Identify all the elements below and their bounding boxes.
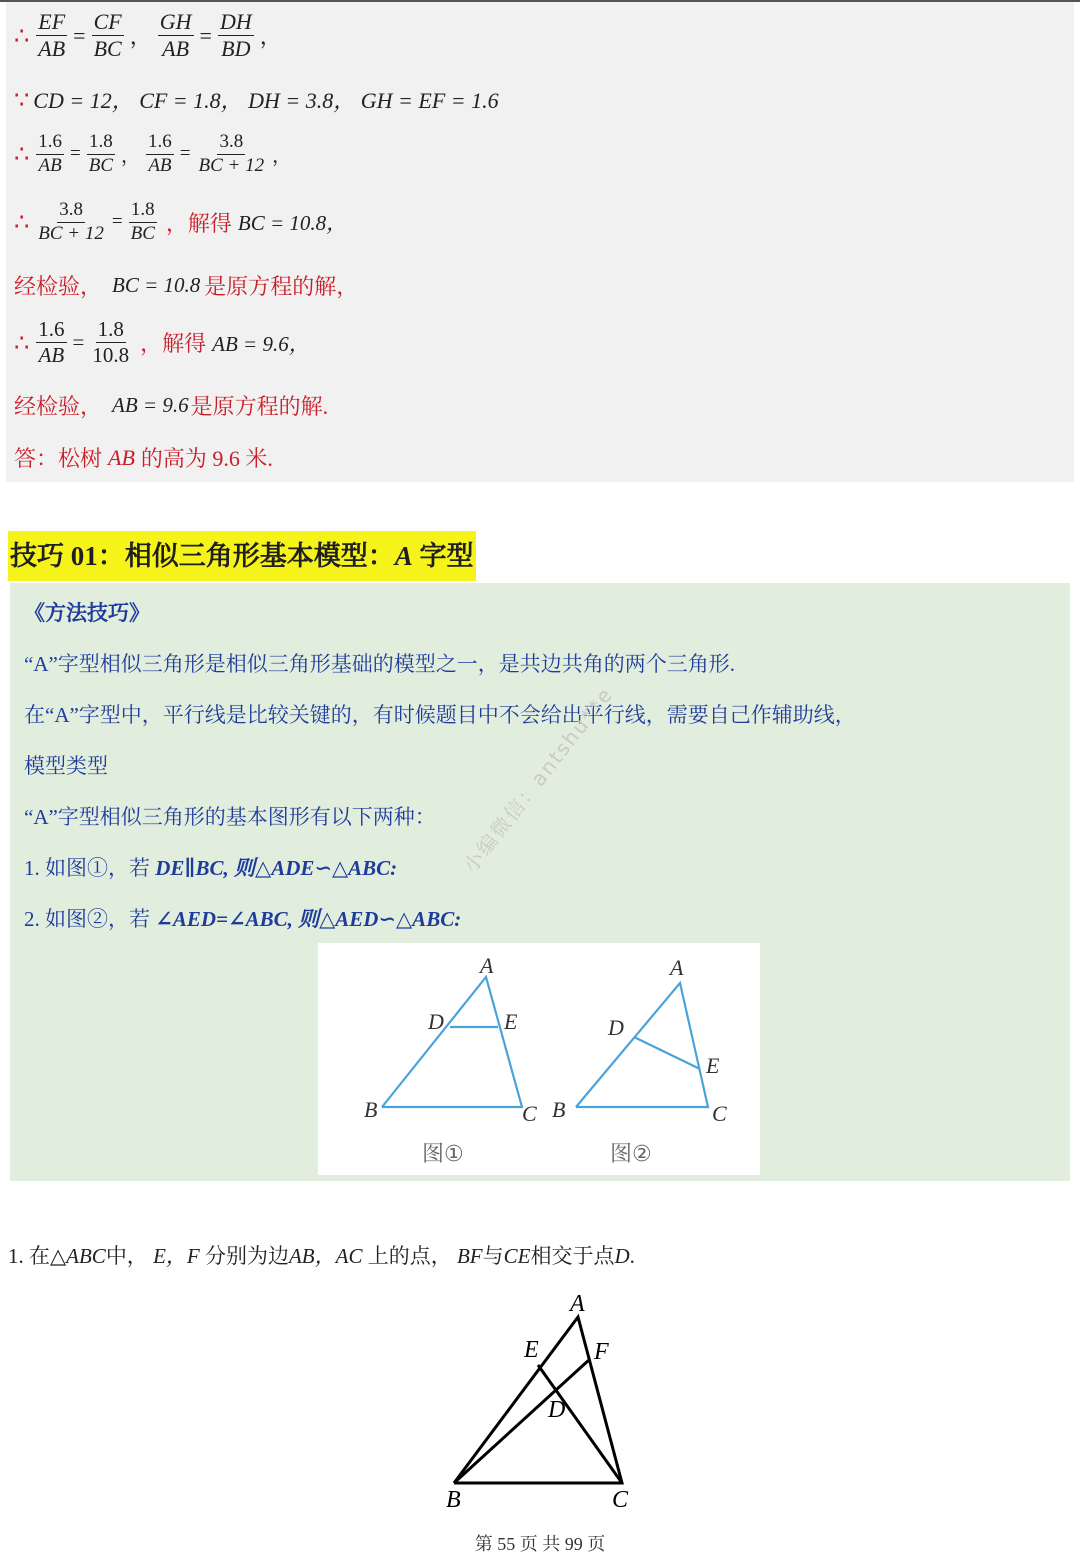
therefore-symbol: ∴	[14, 208, 30, 237]
fraction: $\frac{1.8}{BC}$	[130, 199, 155, 244]
fraction: $\frac{DH}{BD}$	[219, 9, 252, 62]
therefore-symbol: ∴	[14, 21, 30, 50]
fraction: $\frac{CF}{BC}$	[93, 9, 122, 62]
q1-label-e: E	[524, 1337, 539, 1363]
fraction: $\frac{3.8}{BC + 12}$	[38, 199, 104, 244]
answer-var: AB	[108, 444, 135, 470]
solution-line-7	[14, 390, 328, 421]
fig2-label-e: E	[706, 1053, 720, 1078]
check-expression: AB = 9.6	[112, 393, 189, 417]
page-footer: 第 55 页 共 99 页	[474, 1534, 606, 1554]
fig1-label-d: D	[428, 1009, 444, 1034]
model-figures-svg	[318, 943, 760, 1175]
tips-paragraph-4: “A”字型相似三角形的基本图形有以下两种：	[24, 805, 436, 829]
fig1-label-e: E	[504, 1009, 518, 1034]
fraction: $\frac{1.6}{AB}$	[148, 131, 172, 176]
q1-label-a: A	[570, 1291, 585, 1317]
q1-segment-bf	[454, 1359, 590, 1483]
solve-text: 解得	[187, 210, 232, 236]
fig2-triangle	[576, 983, 708, 1107]
tips-title: 《方法技巧》	[24, 601, 150, 625]
solution-line-2	[14, 84, 499, 115]
solution-line-6: ∴ $\frac{1.6}{AB}$ = $\frac{1.8}{10.8}$ ， 解得 AB = 9.6，	[14, 317, 310, 368]
watermark: 小编微信：antshu**e	[458, 682, 618, 878]
fig2-label-d: D	[608, 1015, 624, 1040]
fig1-caption: 图①	[422, 1142, 464, 1167]
solution-line-4: ∴ $\frac{3.8}{BC + 12}$ = $\frac{1.8}{BC}$ ， 解得 BC = 10.8，	[14, 199, 348, 244]
check-prefix: 经检验，	[14, 394, 103, 419]
model-figures	[318, 943, 760, 1175]
check-prefix: 经检验，	[14, 274, 103, 299]
solution-line-5	[14, 270, 358, 301]
because-symbol: ∵	[14, 85, 30, 114]
fig1-triangle	[382, 977, 522, 1107]
q1-label-c: C	[612, 1487, 629, 1513]
tips-case-1: 1. 如图①，若 DE∥BC, 则△ADE∽△ABC:	[24, 856, 398, 880]
question-1-figure	[420, 1285, 660, 1525]
solve-expression: AB = 9.6，	[212, 331, 310, 356]
fig2-label-a: A	[670, 955, 684, 980]
check-suffix: 是原方程的解.	[190, 394, 329, 419]
answer-line	[14, 442, 273, 473]
q1-label-b: B	[446, 1487, 461, 1513]
tips-case-2: 2. 如图②，若 ∠AED=∠ABC, 则△AED∽△ABC:	[24, 907, 462, 931]
fraction: $\frac{1.8}{BC}$	[88, 131, 114, 176]
tips-paragraph-3: 模型类型	[24, 754, 108, 778]
q1-label-f: F	[594, 1339, 609, 1365]
fraction: $\frac{GH}{AB}$	[159, 9, 192, 62]
tips-paragraph-1: “A”字型相似三角形是相似三角形基础的模型之一，是共边共角的两个三角形.	[24, 652, 736, 676]
tips-paragraph-2: 在“A”字型中，平行线是比较关键的，有时候题目中不会给出平行线，需要自己作辅助线，	[24, 703, 856, 727]
fig2-label-c: C	[712, 1101, 727, 1126]
question-1: 1. 在△ABC中， E，F 分别为边AB，AC 上的点， BF与CE相交于点D.	[8, 1244, 635, 1268]
answer-prefix: 答：松树	[14, 446, 103, 471]
solve-text: 解得	[162, 331, 207, 357]
method-tips-box	[10, 583, 1070, 1181]
solution-line-3: ∴ $\frac{1.6}{AB}$ = $\frac{1.8}{BC}$ ， $\frac{1.6}{AB}$ = $\frac{3.8}{BC + 12}$ ，	[14, 131, 292, 176]
fraction: $\frac{3.8}{BC + 12}$	[198, 131, 265, 176]
q1-segment-ce	[538, 1365, 622, 1483]
section-heading: 技巧 01：相似三角形基本模型：A 字型	[8, 531, 476, 581]
fraction: $\frac{1.6}{AB}$	[38, 317, 65, 368]
given-values: CD = 12， CF = 1.8， DH = 3.8， GH = EF = 1.6	[33, 88, 499, 113]
check-expression: BC = 10.8	[112, 273, 201, 297]
therefore-symbol: ∴	[14, 328, 30, 357]
fraction: $\frac{1.6}{AB}$	[38, 131, 63, 176]
check-suffix: 是原方程的解，	[204, 274, 359, 299]
solution-panel	[6, 2, 1074, 482]
solution-line-1: ∴ $\frac{EF}{AB}$ = $\frac{CF}{BC}$ ， $\frac{GH}{AB}$ = $\frac{DH}{BD}$ ，	[14, 9, 282, 62]
fig1-label-a: A	[480, 953, 494, 978]
fraction: $\frac{1.8}{10.8}$	[92, 317, 130, 368]
fig2-caption: 图②	[610, 1142, 652, 1167]
therefore-symbol: ∴	[14, 140, 30, 169]
fig1-label-b: B	[364, 1097, 378, 1122]
fig2-segment-de	[634, 1037, 700, 1069]
answer-suffix: 的高为 9.6 米.	[140, 446, 273, 471]
fig1-label-c: C	[522, 1101, 537, 1126]
fig2-label-b: B	[552, 1097, 566, 1122]
fraction: $\frac{EF}{AB}$	[38, 9, 66, 62]
q1-label-d: D	[548, 1397, 566, 1423]
solve-expression: BC = 10.8，	[237, 211, 348, 236]
